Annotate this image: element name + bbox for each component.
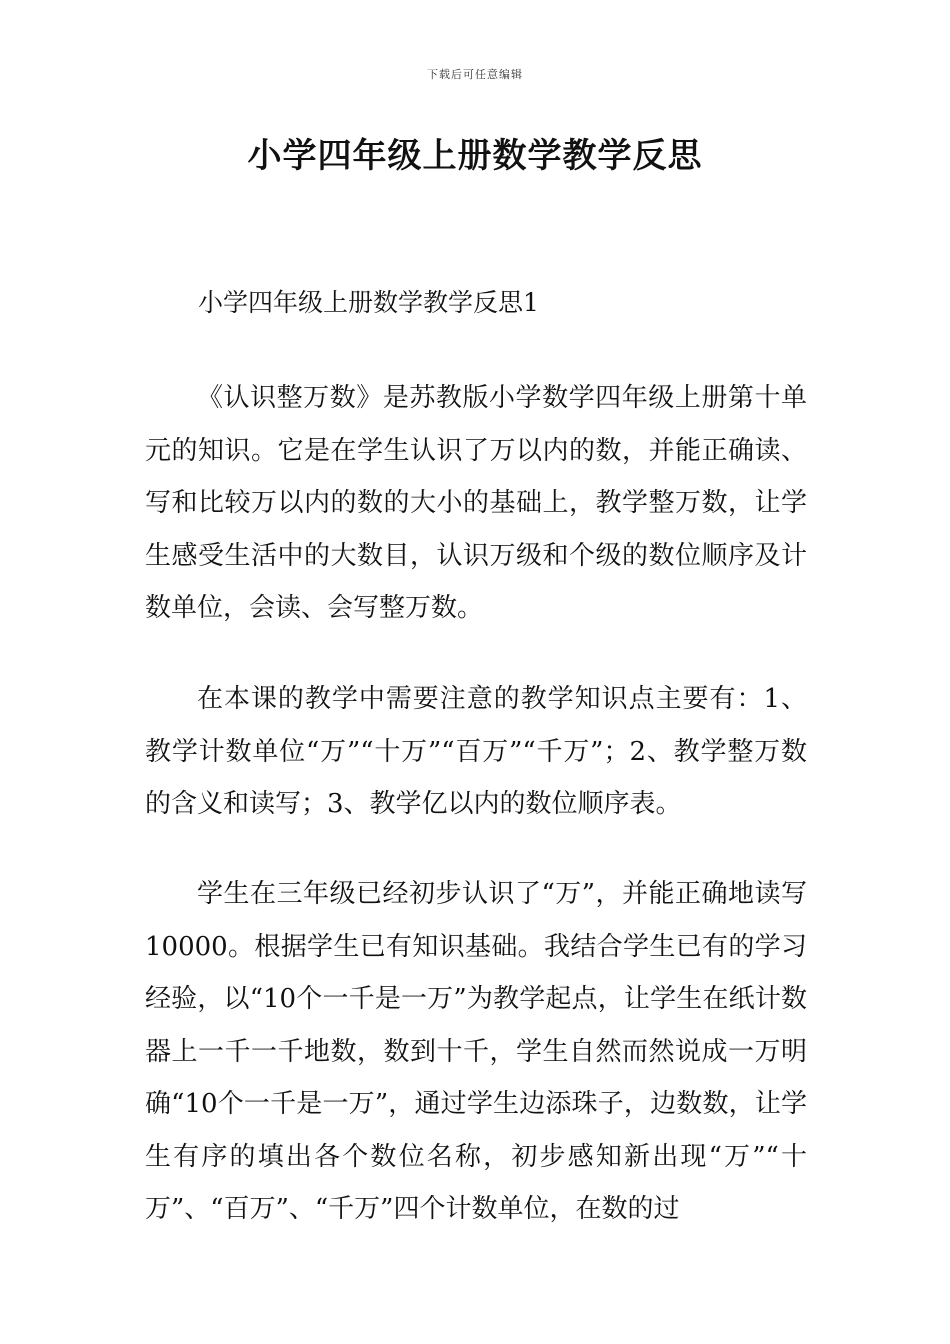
paragraph-intro: 《认识整万数》是苏教版小学数学四年级上册第十单元的知识。它是在学生认识了万以内的数，并能正确读、写和比较万以内的数的大小的基础上，教学整万数，让学生感受生活中的大数目，认识万级和个级的数位顺序及计数单位，会读、会写整万数。	[145, 383, 807, 623]
paragraph-teaching-process: 学生在三年级已经初步认识了“万”，并能正确地读写10000。根据学生已有知识基础。我结合学生已有的学习经验，以“10个一千是一万”为教学起点，让学生在纸计数器上一千一千地数，数到十千，学生自然而然说成一万明确“10个一千是一万”，通过学生边添珠子，边数数，让学生有序的填出各个数位名称，初步感知新出现“万”“十万”、“百万”、“千万”四个计数单位，在数的过	[145, 879, 807, 1224]
header-note: 下载后可任意编辑	[427, 68, 523, 81]
section-heading: 小学四年级上册数学教学反思1	[198, 288, 539, 317]
document-title: 小学四年级上册数学教学反思	[247, 136, 703, 176]
paragraph-knowledge-points: 在本课的教学中需要注意的教学知识点主要有：1、教学计数单位“万”“十万”“百万”“千万”；2、教学整万数的含义和读写；3、教学亿以内的数位顺序表。	[145, 684, 807, 819]
